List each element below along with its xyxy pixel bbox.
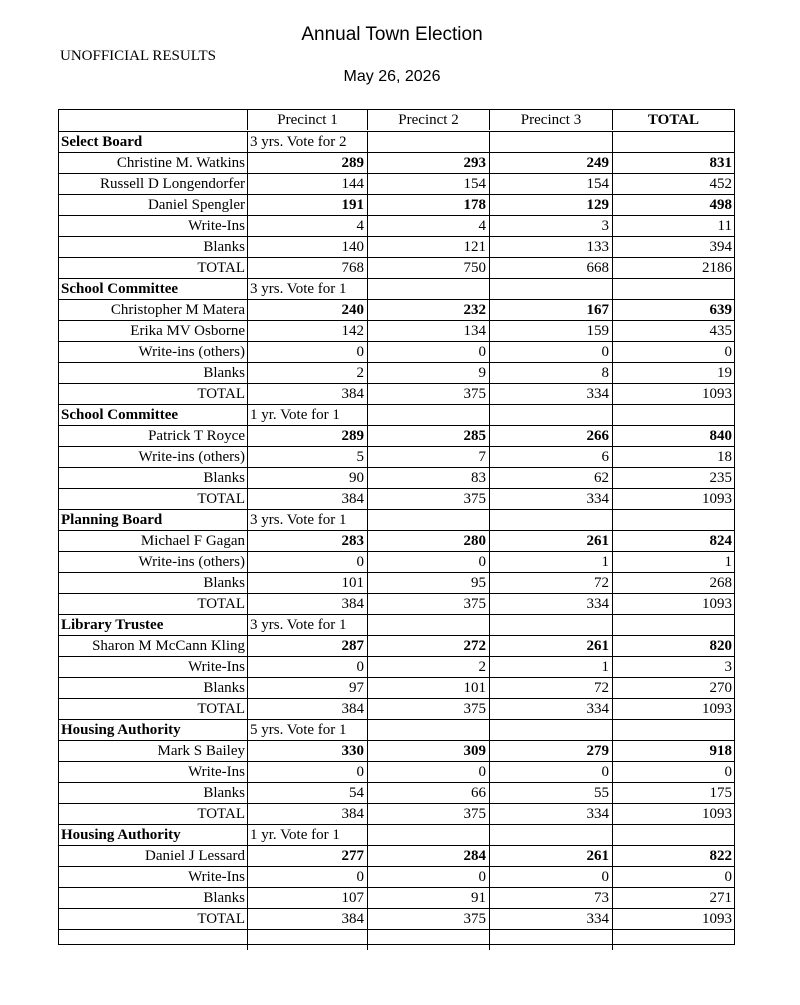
precinct-3-votes: 1	[490, 657, 613, 677]
candidate-row	[59, 761, 734, 782]
total-votes: 1093	[702, 491, 732, 507]
precinct-1-votes: 330	[248, 741, 368, 761]
office-term: 5 yrs. Vote for 1	[248, 720, 368, 740]
row-label: Erika MV Osborne	[59, 321, 248, 341]
precinct-2-votes: 178	[368, 195, 490, 215]
precinct-3-votes: 334	[490, 384, 613, 404]
empty-cell	[490, 405, 613, 425]
precinct-3-votes: 129	[490, 195, 613, 215]
office-row	[59, 278, 734, 299]
office-name: Planning Board	[59, 510, 248, 530]
total-votes: 0	[724, 344, 732, 360]
empty-cell	[613, 279, 734, 299]
header-cell-blank	[59, 110, 248, 130]
office-name: Select Board	[59, 132, 248, 152]
row-label: Blanks	[59, 783, 248, 803]
precinct-3-votes: 159	[490, 321, 613, 341]
total-votes: 1093	[702, 386, 732, 402]
empty-cell	[613, 930, 734, 950]
precinct-2-votes: 272	[368, 636, 490, 656]
candidate-row	[59, 635, 734, 656]
candidate-row	[59, 341, 734, 362]
candidate-row	[59, 425, 734, 446]
precinct-1-votes: 0	[248, 867, 368, 887]
precinct-1-votes: 384	[248, 909, 368, 929]
empty-cell	[613, 825, 734, 845]
empty-cell	[368, 132, 490, 152]
total-votes: 3	[724, 659, 732, 675]
row-label: TOTAL	[59, 804, 248, 824]
total-votes: 435	[709, 323, 732, 339]
total-row	[59, 257, 734, 278]
total-votes: 268	[709, 575, 732, 591]
office-name: School Committee	[59, 405, 248, 425]
total-votes: 1093	[702, 911, 732, 927]
total-row	[59, 803, 734, 824]
total-votes: 235	[709, 470, 732, 486]
row-label: Christopher M Matera	[59, 300, 248, 320]
office-term: 1 yr. Vote for 1	[248, 405, 368, 425]
precinct-3-votes: 3	[490, 216, 613, 236]
office-row	[59, 824, 734, 845]
precinct-2-votes: 0	[368, 867, 490, 887]
row-label: Blanks	[59, 678, 248, 698]
precinct-3-votes: 261	[490, 636, 613, 656]
total-votes: 2186	[702, 260, 732, 276]
empty-cell	[490, 930, 613, 950]
candidate-row	[59, 194, 734, 215]
precinct-2-votes: 101	[368, 678, 490, 698]
precinct-2-votes: 66	[368, 783, 490, 803]
precinct-1-votes: 97	[248, 678, 368, 698]
precinct-3-votes: 72	[490, 573, 613, 593]
row-label: TOTAL	[59, 909, 248, 929]
candidate-row	[59, 236, 734, 257]
precinct-1-votes: 107	[248, 888, 368, 908]
precinct-3-votes: 261	[490, 846, 613, 866]
empty-cell	[368, 825, 490, 845]
precinct-1-votes: 289	[248, 153, 368, 173]
total-votes: 639	[709, 302, 732, 318]
row-label: Blanks	[59, 888, 248, 908]
row-label: Write-Ins	[59, 762, 248, 782]
empty-cell	[490, 279, 613, 299]
precinct-3-votes: 0	[490, 342, 613, 362]
total-votes: 0	[724, 869, 732, 885]
row-label: Blanks	[59, 573, 248, 593]
document-title: Annual Town Election	[301, 24, 483, 45]
row-label: Mark S Bailey	[59, 741, 248, 761]
row-label: TOTAL	[59, 489, 248, 509]
total-votes: 19	[717, 365, 732, 381]
precinct-3-votes: 334	[490, 594, 613, 614]
precinct-1-votes: 384	[248, 489, 368, 509]
precinct-1-votes: 101	[248, 573, 368, 593]
empty-cell	[613, 510, 734, 530]
precinct-3-votes: 334	[490, 804, 613, 824]
blank-row	[59, 929, 734, 950]
empty-cell	[368, 615, 490, 635]
total-row	[59, 593, 734, 614]
precinct-2-votes: 375	[368, 909, 490, 929]
precinct-2-votes: 280	[368, 531, 490, 551]
results-status: UNOFFICIAL RESULTS	[60, 48, 216, 64]
total-votes: 270	[709, 680, 732, 696]
empty-cell	[613, 720, 734, 740]
empty-cell	[490, 132, 613, 152]
row-label: TOTAL	[59, 699, 248, 719]
row-label: Write-Ins	[59, 657, 248, 677]
row-label: TOTAL	[59, 384, 248, 404]
office-row	[59, 614, 734, 635]
precinct-1-votes: 287	[248, 636, 368, 656]
precinct-2-votes: 375	[368, 594, 490, 614]
precinct-1-votes: 0	[248, 342, 368, 362]
empty-cell	[490, 615, 613, 635]
total-votes: 498	[709, 197, 732, 213]
row-label: Write-Ins	[59, 867, 248, 887]
precinct-1-votes: 0	[248, 762, 368, 782]
row-label: Write-ins (others)	[59, 447, 248, 467]
candidate-row	[59, 530, 734, 551]
candidate-row	[59, 572, 734, 593]
precinct-3-votes: 334	[490, 699, 613, 719]
precinct-2-votes: 154	[368, 174, 490, 194]
total-votes: 271	[709, 890, 732, 906]
row-label: Sharon M McCann Kling	[59, 636, 248, 656]
row-label: Blanks	[59, 468, 248, 488]
total-votes: 18	[717, 449, 732, 465]
total-votes: 175	[709, 785, 732, 801]
precinct-2-votes: 750	[368, 258, 490, 278]
empty-cell	[248, 930, 368, 950]
row-label: Daniel Spengler	[59, 195, 248, 215]
office-row	[59, 404, 734, 425]
precinct-1-votes: 289	[248, 426, 368, 446]
precinct-2-votes: 375	[368, 699, 490, 719]
total-votes: 824	[709, 533, 732, 549]
candidate-row	[59, 740, 734, 761]
column-header-precinct-2: Precinct 2	[368, 110, 490, 130]
precinct-1-votes: 142	[248, 321, 368, 341]
row-label: Blanks	[59, 237, 248, 257]
precinct-1-votes: 191	[248, 195, 368, 215]
row-label: Russell D Longendorfer	[59, 174, 248, 194]
precinct-1-votes: 384	[248, 804, 368, 824]
row-label: Christine M. Watkins	[59, 153, 248, 173]
office-row	[59, 131, 734, 152]
office-term: 1 yr. Vote for 1	[248, 825, 368, 845]
empty-cell	[368, 930, 490, 950]
precinct-3-votes: 261	[490, 531, 613, 551]
total-row	[59, 908, 734, 929]
precinct-2-votes: 0	[368, 342, 490, 362]
row-label: TOTAL	[59, 258, 248, 278]
empty-cell	[613, 132, 734, 152]
office-row	[59, 719, 734, 740]
total-row	[59, 488, 734, 509]
precinct-1-votes: 2	[248, 363, 368, 383]
total-votes: 11	[717, 218, 732, 234]
total-votes: 1093	[702, 806, 732, 822]
precinct-3-votes: 0	[490, 762, 613, 782]
total-votes: 1	[724, 554, 732, 570]
office-name: Housing Authority	[59, 825, 248, 845]
precinct-3-votes: 668	[490, 258, 613, 278]
precinct-2-votes: 284	[368, 846, 490, 866]
candidate-row	[59, 782, 734, 803]
total-votes: 820	[709, 638, 732, 654]
precinct-3-votes: 266	[490, 426, 613, 446]
precinct-2-votes: 95	[368, 573, 490, 593]
candidate-row	[59, 173, 734, 194]
total-votes: 840	[709, 428, 732, 444]
precinct-3-votes: 154	[490, 174, 613, 194]
precinct-2-votes: 4	[368, 216, 490, 236]
precinct-1-votes: 5	[248, 447, 368, 467]
office-term: 3 yrs. Vote for 2	[248, 132, 368, 152]
row-label: Write-ins (others)	[59, 552, 248, 572]
precinct-3-votes: 55	[490, 783, 613, 803]
precinct-3-votes: 8	[490, 363, 613, 383]
candidate-row	[59, 362, 734, 383]
row-label: Patrick T Royce	[59, 426, 248, 446]
precinct-2-votes: 7	[368, 447, 490, 467]
empty-cell	[490, 510, 613, 530]
election-date: May 26, 2026	[343, 68, 441, 85]
office-name: Library Trustee	[59, 615, 248, 635]
precinct-1-votes: 144	[248, 174, 368, 194]
total-votes: 918	[709, 743, 732, 759]
empty-cell	[490, 825, 613, 845]
precinct-1-votes: 283	[248, 531, 368, 551]
row-label: Blanks	[59, 363, 248, 383]
precinct-2-votes: 309	[368, 741, 490, 761]
precinct-3-votes: 279	[490, 741, 613, 761]
empty-cell	[613, 405, 734, 425]
column-header-precinct-1: Precinct 1	[248, 110, 368, 130]
precinct-2-votes: 134	[368, 321, 490, 341]
precinct-1-votes: 384	[248, 699, 368, 719]
candidate-row	[59, 320, 734, 341]
empty-cell	[59, 930, 248, 950]
precinct-1-votes: 0	[248, 657, 368, 677]
precinct-3-votes: 72	[490, 678, 613, 698]
row-label: Write-Ins	[59, 216, 248, 236]
precinct-3-votes: 334	[490, 489, 613, 509]
office-term: 3 yrs. Vote for 1	[248, 279, 368, 299]
office-term: 3 yrs. Vote for 1	[248, 615, 368, 635]
candidate-row	[59, 677, 734, 698]
row-label: Michael F Gagan	[59, 531, 248, 551]
total-votes: 831	[709, 155, 732, 171]
precinct-1-votes: 240	[248, 300, 368, 320]
candidate-row	[59, 656, 734, 677]
table-header-row	[59, 110, 734, 131]
precinct-2-votes: 0	[368, 552, 490, 572]
candidate-row	[59, 845, 734, 866]
precinct-1-votes: 768	[248, 258, 368, 278]
candidate-row	[59, 215, 734, 236]
precinct-2-votes: 83	[368, 468, 490, 488]
candidate-row	[59, 887, 734, 908]
empty-cell	[368, 405, 490, 425]
empty-cell	[490, 720, 613, 740]
precinct-1-votes: 384	[248, 594, 368, 614]
precinct-2-votes: 375	[368, 489, 490, 509]
total-votes: 0	[724, 764, 732, 780]
total-row	[59, 698, 734, 719]
precinct-2-votes: 293	[368, 153, 490, 173]
candidate-row	[59, 866, 734, 887]
precinct-1-votes: 54	[248, 783, 368, 803]
precinct-3-votes: 334	[490, 909, 613, 929]
office-name: Housing Authority	[59, 720, 248, 740]
precinct-1-votes: 90	[248, 468, 368, 488]
row-label: Daniel J Lessard	[59, 846, 248, 866]
total-votes: 1093	[702, 596, 732, 612]
precinct-3-votes: 62	[490, 468, 613, 488]
precinct-2-votes: 91	[368, 888, 490, 908]
office-name: School Committee	[59, 279, 248, 299]
row-label: Write-ins (others)	[59, 342, 248, 362]
candidate-row	[59, 551, 734, 572]
precinct-2-votes: 285	[368, 426, 490, 446]
precinct-1-votes: 0	[248, 552, 368, 572]
precinct-2-votes: 0	[368, 762, 490, 782]
column-header-total: TOTAL	[647, 112, 700, 128]
empty-cell	[368, 279, 490, 299]
total-row	[59, 383, 734, 404]
precinct-3-votes: 1	[490, 552, 613, 572]
candidate-row	[59, 152, 734, 173]
results-table	[58, 109, 735, 945]
candidate-row	[59, 299, 734, 320]
precinct-1-votes: 4	[248, 216, 368, 236]
empty-cell	[368, 720, 490, 740]
empty-cell	[613, 615, 734, 635]
total-votes: 452	[709, 176, 732, 192]
precinct-2-votes: 121	[368, 237, 490, 257]
precinct-3-votes: 73	[490, 888, 613, 908]
row-label: TOTAL	[59, 594, 248, 614]
precinct-2-votes: 375	[368, 804, 490, 824]
total-votes: 394	[709, 239, 732, 255]
precinct-2-votes: 232	[368, 300, 490, 320]
total-votes: 1093	[702, 701, 732, 717]
candidate-row	[59, 467, 734, 488]
precinct-3-votes: 6	[490, 447, 613, 467]
precinct-3-votes: 167	[490, 300, 613, 320]
precinct-1-votes: 140	[248, 237, 368, 257]
precinct-3-votes: 133	[490, 237, 613, 257]
office-term: 3 yrs. Vote for 1	[248, 510, 368, 530]
candidate-row	[59, 446, 734, 467]
precinct-2-votes: 2	[368, 657, 490, 677]
total-votes: 822	[709, 848, 732, 864]
precinct-1-votes: 277	[248, 846, 368, 866]
precinct-3-votes: 249	[490, 153, 613, 173]
precinct-1-votes: 384	[248, 384, 368, 404]
precinct-3-votes: 0	[490, 867, 613, 887]
column-header-precinct-3: Precinct 3	[490, 110, 613, 130]
precinct-2-votes: 375	[368, 384, 490, 404]
precinct-2-votes: 9	[368, 363, 490, 383]
office-row	[59, 509, 734, 530]
empty-cell	[368, 510, 490, 530]
